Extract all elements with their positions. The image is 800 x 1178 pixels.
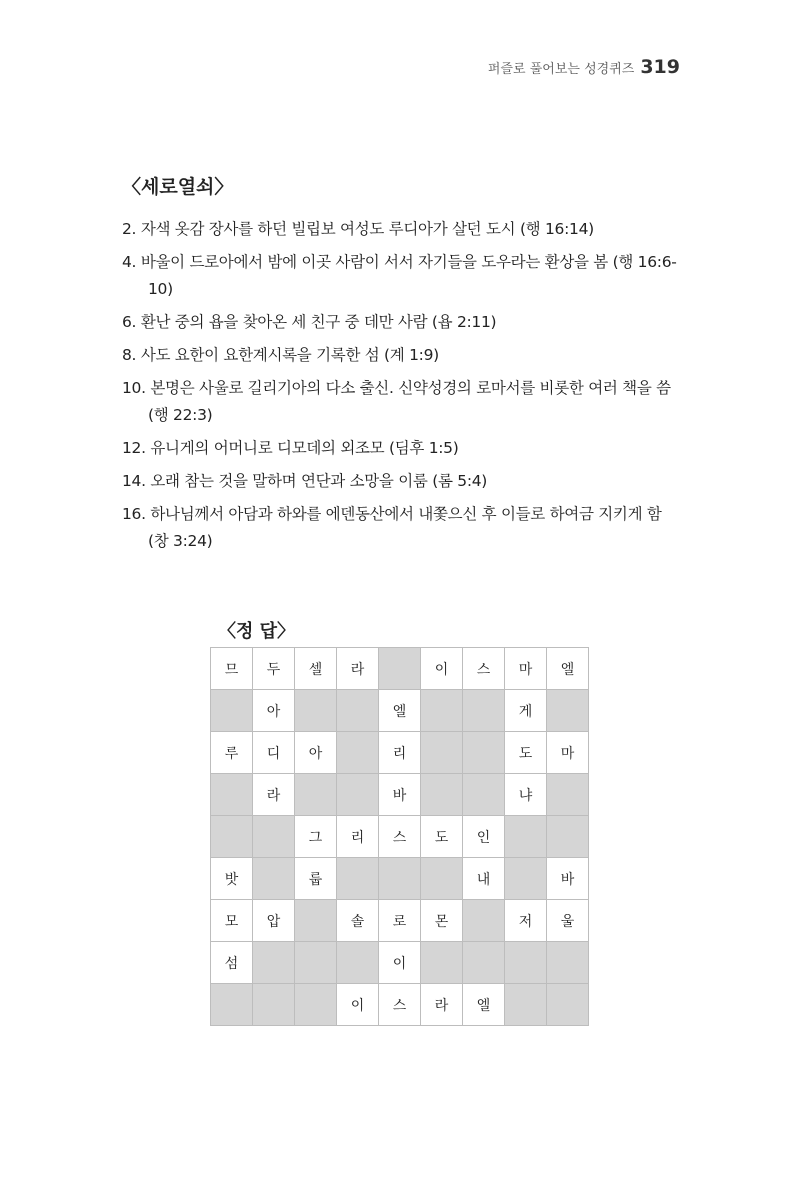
grid-cell: 스: [463, 648, 505, 690]
grid-cell-blank: [547, 774, 589, 816]
grid-cell-blank: [505, 816, 547, 858]
grid-cell-blank: [295, 774, 337, 816]
grid-cell-blank: [253, 984, 295, 1026]
grid-cell: 두: [253, 648, 295, 690]
grid-row: [211, 648, 589, 690]
grid-row: [211, 732, 589, 774]
grid-cell: 리: [379, 732, 421, 774]
grid-cell-blank: [253, 942, 295, 984]
grid-cell: 마: [505, 648, 547, 690]
grid-cell: 인: [463, 816, 505, 858]
grid-cell: 내: [463, 858, 505, 900]
grid-cell: 루: [211, 732, 253, 774]
book-subtitle: 퍼즐로 풀어보는 성경퀴즈: [487, 62, 635, 77]
grid-row: [211, 858, 589, 900]
grid-cell: 라: [421, 984, 463, 1026]
grid-cell: 냐: [505, 774, 547, 816]
clue-item: 8. 사도 요한이 요한계시록을 기록한 섬 (계 1:9): [122, 346, 439, 364]
grid-cell-blank: [421, 858, 463, 900]
grid-cell: 리: [337, 816, 379, 858]
grid-cell: 엘: [463, 984, 505, 1026]
page-number: 319: [640, 56, 680, 78]
grid-cell: 게: [505, 690, 547, 732]
grid-cell: 스: [379, 816, 421, 858]
answer-title: 〈정 답〉: [218, 621, 296, 642]
grid-cell: 그: [295, 816, 337, 858]
grid-cell-blank: [211, 984, 253, 1026]
grid-cell: 바: [379, 774, 421, 816]
grid-cell-blank: [421, 732, 463, 774]
grid-row: [211, 900, 589, 942]
grid-cell-blank: [421, 942, 463, 984]
grid-cell: 섬: [211, 942, 253, 984]
clue-item: 16. 하나님께서 아담과 하와를 에덴동산에서 내쫓으신 후 이들로 하여금 지키게 함 (창 3:24): [122, 505, 662, 550]
grid-cell: 므: [211, 648, 253, 690]
grid-cell-blank: [505, 942, 547, 984]
grid-cell-blank: [337, 942, 379, 984]
grid-cell-blank: [463, 900, 505, 942]
grid-cell: 저: [505, 900, 547, 942]
grid-cell-blank: [505, 858, 547, 900]
grid-cell-blank: [211, 774, 253, 816]
grid-row: [211, 774, 589, 816]
clue-item: 4. 바울이 드로아에서 밤에 이곳 사람이 서서 자기들을 도우라는 환상을 봄 (행 16:6-10): [122, 253, 677, 298]
grid-cell-blank: [463, 732, 505, 774]
grid-cell: 라: [337, 648, 379, 690]
grid-cell: 바: [547, 858, 589, 900]
grid-cell-blank: [253, 858, 295, 900]
grid-row: [211, 816, 589, 858]
grid-cell-blank: [253, 816, 295, 858]
clue-item: 2. 자색 옷감 장사를 하던 빌립보 여성도 루디아가 살던 도시 (행 16:14): [122, 220, 594, 238]
grid-cell-blank: [295, 900, 337, 942]
grid-cell-blank: [547, 942, 589, 984]
grid-cell: 아: [253, 690, 295, 732]
grid-cell-blank: [421, 690, 463, 732]
grid-cell-blank: [463, 942, 505, 984]
grid-cell-blank: [421, 774, 463, 816]
grid-cell: 몬: [421, 900, 463, 942]
grid-cell: 마: [547, 732, 589, 774]
grid-cell-blank: [295, 942, 337, 984]
clue-item: 14. 오래 참는 것을 말하며 연단과 소망을 이룸 (롬 5:4): [122, 472, 488, 490]
grid-cell-blank: [337, 858, 379, 900]
grid-cell: 로: [379, 900, 421, 942]
clue-item: 10. 본명은 사울로 길리기아의 다소 출신. 신약성경의 로마서를 비롯한 여러 책을 씀 (행 22:3): [122, 379, 671, 424]
grid-cell: 스: [379, 984, 421, 1026]
grid-cell-blank: [547, 816, 589, 858]
grid-row: [211, 984, 589, 1026]
grid-cell: 이: [421, 648, 463, 690]
grid-cell-blank: [463, 690, 505, 732]
grid-cell-blank: [379, 648, 421, 690]
grid-row: [211, 690, 589, 732]
answer-grid: [210, 647, 589, 1026]
grid-cell: 울: [547, 900, 589, 942]
grid-cell-blank: [337, 774, 379, 816]
grid-cell: 아: [295, 732, 337, 774]
grid-cell-blank: [211, 816, 253, 858]
grid-cell-blank: [337, 690, 379, 732]
grid-cell: 이: [337, 984, 379, 1026]
grid-cell-blank: [547, 984, 589, 1026]
grid-cell-blank: [463, 774, 505, 816]
grid-cell-blank: [211, 690, 253, 732]
grid-cell-blank: [295, 984, 337, 1026]
page-header: [488, 56, 680, 78]
clue-list: [122, 216, 682, 561]
grid-cell: 룹: [295, 858, 337, 900]
clue-item: 6. 환난 중의 욥을 찾아온 세 친구 중 데만 사람 (욥 2:11): [122, 313, 497, 331]
grid-cell-blank: [295, 690, 337, 732]
section-title: 〈세로열쇠〉: [122, 176, 234, 198]
clue-item: 12. 유니게의 어머니로 디모데의 외조모 (딤후 1:5): [122, 439, 459, 457]
grid-cell-blank: [379, 858, 421, 900]
grid-cell-blank: [505, 984, 547, 1026]
grid-cell-blank: [337, 732, 379, 774]
grid-cell: 도: [421, 816, 463, 858]
grid-cell: 밧: [211, 858, 253, 900]
grid-cell: 셀: [295, 648, 337, 690]
grid-cell: 엘: [547, 648, 589, 690]
grid-cell: 엘: [379, 690, 421, 732]
grid-cell: 디: [253, 732, 295, 774]
grid-cell: 이: [379, 942, 421, 984]
grid-cell: 도: [505, 732, 547, 774]
grid-cell: 모: [211, 900, 253, 942]
grid-cell-blank: [547, 690, 589, 732]
grid-row: [211, 942, 589, 984]
grid-cell: 압: [253, 900, 295, 942]
grid-cell: 솔: [337, 900, 379, 942]
grid-cell: 라: [253, 774, 295, 816]
